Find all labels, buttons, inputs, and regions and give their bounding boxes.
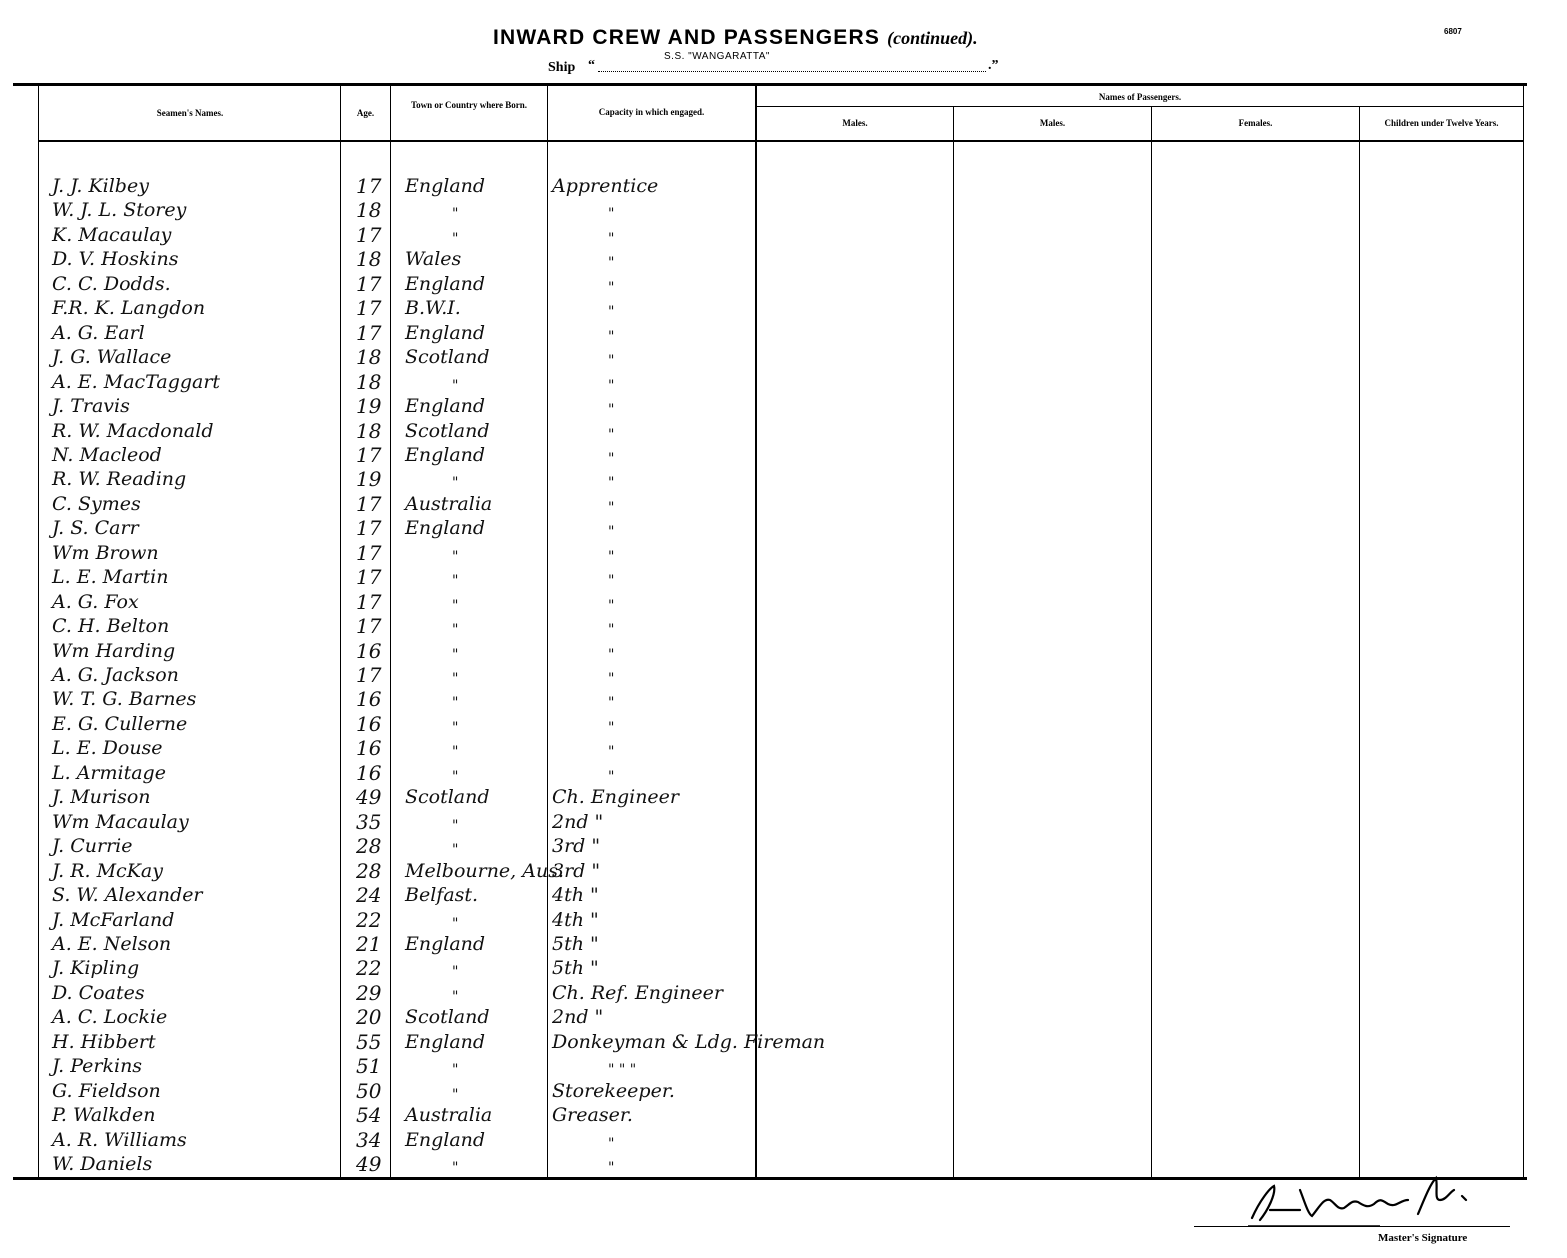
col-divider-age xyxy=(340,86,341,1178)
crew-name: Wm Macaulay xyxy=(52,811,189,833)
crew-capacity: " xyxy=(608,206,615,222)
crew-age: 17 xyxy=(356,223,382,247)
crew-capacity: " xyxy=(608,402,615,418)
crew-name: J. Perkins xyxy=(52,1055,143,1077)
crew-name: F.R. K. Langdon xyxy=(52,297,206,319)
crew-age: 17 xyxy=(356,663,382,687)
crew-born: England xyxy=(405,1129,486,1151)
crew-name: A. G. Earl xyxy=(52,322,145,344)
crew-name: A. G. Fox xyxy=(52,591,139,613)
crew-age: 17 xyxy=(356,321,382,345)
crew-born: " xyxy=(452,744,459,760)
crew-born: England xyxy=(405,517,486,539)
crew-born: " xyxy=(452,769,459,785)
crew-capacity: 5th " xyxy=(552,933,599,955)
title-continued: (continued). xyxy=(887,28,978,48)
crew-capacity: Ch. Engineer xyxy=(552,786,680,808)
table-top-rule xyxy=(13,83,1527,86)
header-passengers: Names of Passengers. xyxy=(1098,92,1182,102)
crew-born: Scotland xyxy=(405,420,490,442)
crew-capacity: Apprentice xyxy=(552,175,659,197)
crew-born: Belfast. xyxy=(405,884,479,906)
crew-capacity: " xyxy=(608,671,615,687)
crew-age: 34 xyxy=(356,1128,382,1152)
crew-born: England xyxy=(405,1031,486,1053)
crew-age: 28 xyxy=(356,834,382,858)
crew-name: K. Macaulay xyxy=(52,224,172,246)
crew-capacity: " xyxy=(608,427,615,443)
crew-age: 18 xyxy=(356,370,382,394)
signature-line xyxy=(1194,1226,1510,1227)
crew-born: Wales xyxy=(405,248,462,270)
crew-name: J. Murison xyxy=(52,786,151,808)
crew-name: N. Macleod xyxy=(52,444,162,466)
crew-born: " xyxy=(452,573,459,589)
crew-capacity: 2nd " xyxy=(552,1006,604,1028)
crew-born: Australia xyxy=(405,493,493,515)
crew-born: Melbourne, Aus. xyxy=(405,860,565,882)
crew-capacity: " xyxy=(608,598,615,614)
page-title xyxy=(493,26,978,50)
crew-age: 20 xyxy=(356,1005,382,1029)
crew-name: Wm Brown xyxy=(52,542,159,564)
crew-capacity: Ch. Ref. Engineer xyxy=(552,982,723,1004)
crew-age: 51 xyxy=(356,1054,382,1078)
crew-capacity: 4th " xyxy=(552,884,599,906)
crew-born: England xyxy=(405,395,486,417)
crew-capacity: " xyxy=(608,353,615,369)
crew-age: 19 xyxy=(356,467,382,491)
crew-born: " xyxy=(452,647,459,663)
crew-name: A. R. Williams xyxy=(52,1129,187,1151)
crew-name: J. G. Wallace xyxy=(52,346,172,368)
crew-capacity: " xyxy=(608,720,615,736)
crew-name: A. E. MacTaggart xyxy=(52,371,221,393)
signature-label: Master's Signature xyxy=(1378,1232,1468,1244)
crew-age: 18 xyxy=(356,198,382,222)
crew-age: 54 xyxy=(356,1103,382,1127)
crew-capacity: 4th " xyxy=(552,909,599,931)
crew-age: 22 xyxy=(356,908,382,932)
crew-age: 18 xyxy=(356,247,382,271)
crew-age: 18 xyxy=(356,345,382,369)
crew-capacity: " xyxy=(608,475,615,491)
crew-capacity: Donkeyman & Ldg. Fireman xyxy=(552,1031,826,1053)
crew-capacity: Storekeeper. xyxy=(552,1080,675,1102)
crew-age: 17 xyxy=(356,516,382,540)
header-seamen-names: Seamen's Names. xyxy=(156,108,224,118)
crew-age: 17 xyxy=(356,296,382,320)
header-age: Age. xyxy=(356,108,375,118)
crew-born: B.W.I. xyxy=(405,297,461,319)
crew-name: Wm Harding xyxy=(52,640,176,662)
crew-age: 17 xyxy=(356,565,382,589)
crew-age: 17 xyxy=(356,614,382,638)
crew-name: J. Currie xyxy=(52,835,133,857)
col-divider-left xyxy=(38,86,39,1178)
header-children: Children under Twelve Years. xyxy=(1384,118,1499,128)
crew-born: " xyxy=(452,818,459,834)
crew-capacity: " xyxy=(608,647,615,663)
crew-name: R. W. Reading xyxy=(52,468,187,490)
crew-name: W. J. L. Storey xyxy=(52,199,187,221)
crew-capacity: " xyxy=(608,500,615,516)
crew-name: W. T. G. Barnes xyxy=(52,688,197,710)
crew-born: " xyxy=(452,989,459,1005)
crew-name: L. Armitage xyxy=(52,762,166,784)
crew-capacity: " xyxy=(608,329,615,345)
crew-capacity: " xyxy=(608,524,615,540)
crew-born: Scotland xyxy=(405,346,490,368)
crew-born: " xyxy=(452,1062,459,1078)
crew-capacity: Greaser. xyxy=(552,1104,633,1126)
col-divider-passengers xyxy=(755,86,757,1178)
col-divider-males2 xyxy=(953,106,954,1178)
crew-capacity: " xyxy=(608,1136,615,1152)
crew-name: G. Fieldson xyxy=(52,1080,161,1102)
col-divider-right xyxy=(1523,86,1524,1178)
master-signature-image xyxy=(1240,1170,1480,1230)
crew-age: 16 xyxy=(356,761,382,785)
header-capacity: Capacity in which engaged. xyxy=(598,107,705,117)
crew-capacity: " xyxy=(608,744,615,760)
crew-capacity: " xyxy=(608,451,615,467)
crew-age: 17 xyxy=(356,443,382,467)
crew-name: J. J. Kilbey xyxy=(52,175,149,197)
crew-name: D. V. Hoskins xyxy=(52,248,179,270)
crew-age: 24 xyxy=(356,883,382,907)
crew-capacity: " xyxy=(608,378,615,394)
crew-born: England xyxy=(405,933,486,955)
crew-age: 49 xyxy=(356,1152,382,1176)
crew-born: " xyxy=(452,231,459,247)
crew-born: " xyxy=(452,206,459,222)
title-main: INWARD CREW AND PASSENGERS xyxy=(493,26,881,49)
crew-name: D. Coates xyxy=(52,982,145,1004)
crew-born: England xyxy=(405,273,486,295)
header-males-2: Males. xyxy=(1039,118,1066,128)
header-bottom-rule xyxy=(38,140,1523,142)
crew-name: E. G. Cullerne xyxy=(52,713,188,735)
crew-capacity: " xyxy=(608,622,615,638)
crew-capacity: 2nd " xyxy=(552,811,604,833)
crew-capacity: 3rd " xyxy=(552,835,601,857)
crew-born: " xyxy=(452,378,459,394)
crew-name: C. H. Belton xyxy=(52,615,170,637)
crew-born: " xyxy=(452,622,459,638)
crew-born: Scotland xyxy=(405,1006,490,1028)
crew-born: " xyxy=(452,1160,459,1176)
crew-capacity: " xyxy=(608,769,615,785)
ship-label: Ship xyxy=(548,60,576,75)
crew-name: J. McFarland xyxy=(52,909,175,931)
crew-born: " xyxy=(452,720,459,736)
crew-born: " xyxy=(452,598,459,614)
crew-capacity: 3rd " xyxy=(552,860,601,882)
crew-born: " xyxy=(452,964,459,980)
crew-born: England xyxy=(405,175,486,197)
crew-born: " xyxy=(452,695,459,711)
crew-age: 55 xyxy=(356,1030,382,1054)
crew-name: R. W. Macdonald xyxy=(52,420,214,442)
crew-name: W. Daniels xyxy=(52,1153,153,1175)
crew-age: 17 xyxy=(356,272,382,296)
header-females: Females. xyxy=(1238,118,1273,128)
crew-age: 16 xyxy=(356,736,382,760)
col-divider-children xyxy=(1359,106,1360,1178)
crew-capacity: " xyxy=(608,1160,615,1176)
crew-name: A. G. Jackson xyxy=(52,664,179,686)
crew-age: 17 xyxy=(356,492,382,516)
crew-age: 49 xyxy=(356,785,382,809)
crew-capacity: " xyxy=(608,695,615,711)
crew-born: Australia xyxy=(405,1104,493,1126)
ship-dotted-line xyxy=(598,71,986,72)
crew-born: Scotland xyxy=(405,786,490,808)
crew-capacity: " xyxy=(608,304,615,320)
crew-name: A. E. Nelson xyxy=(52,933,172,955)
crew-capacity: 5th " xyxy=(552,957,599,979)
crew-name: J. R. McKay xyxy=(52,860,163,882)
crew-born: England xyxy=(405,322,486,344)
crew-name: J. Kipling xyxy=(52,957,140,979)
col-divider-born xyxy=(390,86,391,1178)
header-born: Town or Country where Born. xyxy=(410,100,528,110)
crew-born: " xyxy=(452,842,459,858)
crew-name: L. E. Martin xyxy=(52,566,169,588)
ship-name-stamp: S.S. "WANGARATTA" xyxy=(664,51,770,62)
crew-born: " xyxy=(452,671,459,687)
crew-born: " xyxy=(452,475,459,491)
crew-age: 16 xyxy=(356,712,382,736)
crew-name: H. Hibbert xyxy=(52,1031,156,1053)
crew-capacity: " xyxy=(608,231,615,247)
crew-age: 50 xyxy=(356,1079,382,1103)
crew-age: 17 xyxy=(356,590,382,614)
crew-born: " xyxy=(452,1087,459,1103)
crew-age: 19 xyxy=(356,394,382,418)
crew-name: J. S. Carr xyxy=(52,517,139,539)
crew-name: A. C. Lockie xyxy=(52,1006,168,1028)
crew-born: England xyxy=(405,444,486,466)
crew-name: S. W. Alexander xyxy=(52,884,203,906)
col-divider-females xyxy=(1151,106,1152,1178)
crew-capacity: " xyxy=(608,573,615,589)
crew-age: 28 xyxy=(356,859,382,883)
crew-name: C. Symes xyxy=(52,493,141,515)
header-males-1: Males. xyxy=(842,118,868,128)
crew-capacity: " " " xyxy=(608,1062,637,1078)
crew-age: 22 xyxy=(356,956,382,980)
crew-name: C. C. Dodds. xyxy=(52,273,171,295)
crew-age: 16 xyxy=(356,639,382,663)
crew-born: " xyxy=(452,916,459,932)
crew-age: 17 xyxy=(356,174,382,198)
crew-capacity: " xyxy=(608,280,615,296)
ship-open-quote: “ xyxy=(588,58,595,73)
crew-age: 16 xyxy=(356,687,382,711)
crew-age: 18 xyxy=(356,419,382,443)
ship-close-quote: .” xyxy=(988,58,999,73)
col-divider-capacity xyxy=(547,86,548,1178)
crew-name: L. E. Douse xyxy=(52,737,163,759)
crew-name: J. Travis xyxy=(52,395,130,417)
passenger-subheader-rule xyxy=(755,106,1523,107)
crew-born: " xyxy=(452,549,459,565)
crew-age: 35 xyxy=(356,810,382,834)
crew-name: P. Walkden xyxy=(52,1104,156,1126)
crew-age: 17 xyxy=(356,541,382,565)
crew-age: 21 xyxy=(356,932,382,956)
crew-capacity: " xyxy=(608,549,615,565)
crew-age: 29 xyxy=(356,981,382,1005)
document-number: 6807 xyxy=(1444,27,1462,36)
crew-capacity: " xyxy=(608,255,615,271)
